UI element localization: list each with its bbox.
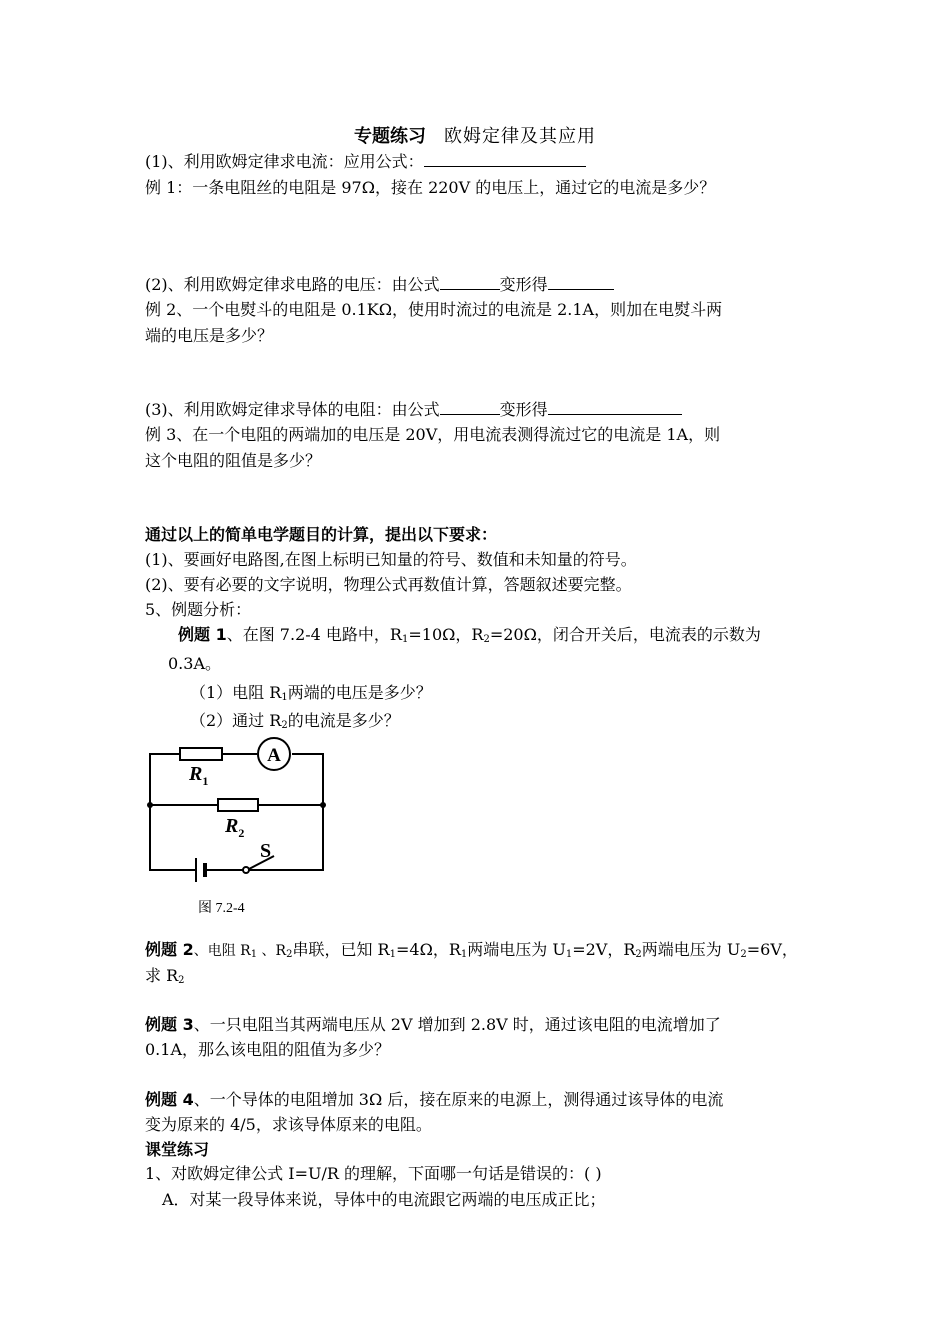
requirements-heading: 通过以上的简单电学题目的计算，提出以下要求： xyxy=(145,525,498,544)
ex2-f: =2V，R xyxy=(572,940,636,959)
sec3-label-a: (3)、利用欧姆定律求导体的电阻：由公式 xyxy=(145,400,440,419)
ex1-text-b: =10Ω，R xyxy=(408,625,484,644)
ex3-l1: 、一只电阻当其两端电压从 2V 增加到 2.8V 时，通过该电阻的电流增加了 xyxy=(193,1015,721,1034)
ex4-line1 xyxy=(145,1088,723,1112)
ex2-line2 xyxy=(145,964,185,988)
ex2-line1 xyxy=(145,938,798,963)
sec2-example-l2: 端的电压是多少？ xyxy=(145,326,274,345)
ex4-label: 例题 4 xyxy=(145,1090,194,1109)
ex2-b: 、R xyxy=(257,943,287,959)
ex2-a: 、电阻 R xyxy=(193,943,251,959)
switch-pivot-icon xyxy=(243,867,249,873)
ex1-line2: 0.3A。 xyxy=(168,654,222,673)
sec3-example-l1: 例 3、在一个电阻的两端加的电压是 20V，用电流表测得流过它的电流是 1A，则 xyxy=(145,425,721,444)
ex1-q1-sub: 1 xyxy=(281,692,288,703)
r1-label: $R_1$ xyxy=(189,763,209,788)
ex1-label: 例题 1 xyxy=(178,625,227,644)
ex2-e: 两端电压为 U xyxy=(467,940,566,959)
ex3-line2: 0.1A，那么该电阻的阻值为多少？ xyxy=(145,1040,391,1059)
ex2-g: 两端电压为 U xyxy=(641,940,741,959)
ex1-question-1 xyxy=(190,681,432,705)
title-rest: 欧姆定律及其应用 xyxy=(444,126,596,147)
ex2-line2-text: 求 R xyxy=(145,966,179,985)
analysis-heading: 5、例题分析： xyxy=(145,600,252,619)
resistor-r1-icon xyxy=(180,748,222,760)
requirement-1: (1)、要画好电路图,在图上标明已知量的符号、数值和未知量的符号。 xyxy=(145,550,637,569)
ex2-s2: 2 xyxy=(286,949,293,960)
ex1-q2-sub: 2 xyxy=(281,720,288,731)
resistor-r2-icon xyxy=(218,799,258,811)
top-wire xyxy=(150,754,323,805)
sec3-label-b: 变形得 xyxy=(499,400,548,419)
sec2-label-a: (2)、利用欧姆定律求电路的电压：由公式 xyxy=(145,275,440,294)
sec1-label-line xyxy=(145,150,586,174)
r2-label: $R_2$ xyxy=(225,815,245,840)
ex2-s3: 1 xyxy=(389,949,396,960)
ammeter-label: A xyxy=(267,745,281,766)
title-bold: 专题练习 xyxy=(354,126,426,147)
ex2-s6: 2 xyxy=(635,949,642,960)
sec2-example-l1: 例 2、一个电熨斗的电阻是 0.1KΩ，使用时流过的电流是 2.1A，则加在电熨斗两 xyxy=(145,300,723,319)
sec3-label-line xyxy=(145,398,682,422)
circuit-diagram xyxy=(140,735,340,925)
ex2-label: 例题 2 xyxy=(145,940,194,959)
sec3-example-l2: 这个电阻的阻值是多少？ xyxy=(145,451,322,470)
ex1-q2-b: 的电流是多少？ xyxy=(287,711,400,730)
ex1-q1-a: （1）电阻 R xyxy=(190,683,282,702)
ex1-q1-b: 两端的电压是多少？ xyxy=(287,683,432,702)
ex1-question-2 xyxy=(190,709,400,733)
switch-label: S xyxy=(260,840,272,862)
ex2-s7: 2 xyxy=(740,949,747,960)
ex3-label: 例题 3 xyxy=(145,1015,194,1034)
ex2-s1: 1 xyxy=(250,949,258,960)
ex3-line1 xyxy=(145,1013,721,1037)
practice-heading: 课堂练习 xyxy=(145,1140,210,1159)
junction-right-icon xyxy=(320,802,326,808)
junction-left-icon xyxy=(147,802,153,808)
practice-q1: 1、对欧姆定律公式 I=U/R 的理解，下面哪一句话是错误的：( ) xyxy=(145,1164,602,1183)
sec2-blank-2[interactable] xyxy=(548,273,614,290)
ex2-c: 串联，已知 R xyxy=(292,940,390,959)
ex2-s8: 2 xyxy=(178,975,185,986)
ex1-sub-2: 2 xyxy=(483,634,490,645)
ex1-text-a: 、在图 7.2-4 电路中，R xyxy=(226,625,402,644)
sec3-blank-2[interactable] xyxy=(548,398,682,415)
sec3-blank-1[interactable] xyxy=(440,398,500,415)
sec2-label-b: 变形得 xyxy=(499,275,548,294)
sec1-example: 例 1：一条电阻丝的电阻是 97Ω，接在 220V 的电压上，通过它的电流是多少？ xyxy=(145,178,716,197)
ex4-line2: 变为原来的 4/5，求该导体原来的电阻。 xyxy=(145,1115,432,1134)
sec2-label-line xyxy=(145,273,614,297)
ex1-q2-a: （2）通过 R xyxy=(190,711,282,730)
sec2-blank-1[interactable] xyxy=(440,273,500,290)
figure-caption: 图 7.2-4 xyxy=(198,901,245,916)
sec1-blank[interactable] xyxy=(424,150,586,167)
ex2-s5: 1 xyxy=(565,949,573,960)
ex2-s4: 1 xyxy=(460,949,468,960)
practice-option-a: A．对某一段导体来说，导体中的电流跟它两端的电压成正比； xyxy=(162,1190,606,1209)
requirement-2: (2)、要有必要的文字说明，物理公式再数值计算，答题叙述要完整。 xyxy=(145,575,632,594)
sec1-label: (1)、利用欧姆定律求电流：应用公式： xyxy=(145,152,424,171)
ex4-l1: 、一个导体的电阻增加 3Ω 后，接在原来的电源上，测得通过该导体的电流 xyxy=(193,1090,724,1109)
ex2-h: =6V， xyxy=(746,940,798,959)
ex1-text-c: =20Ω，闭合开关后，电流表的示数为 xyxy=(489,625,761,644)
ex1-sub-1: 1 xyxy=(401,634,409,645)
ex1-line1 xyxy=(178,623,761,647)
ex2-d: =4Ω，R xyxy=(395,940,461,959)
page-title xyxy=(0,124,950,150)
